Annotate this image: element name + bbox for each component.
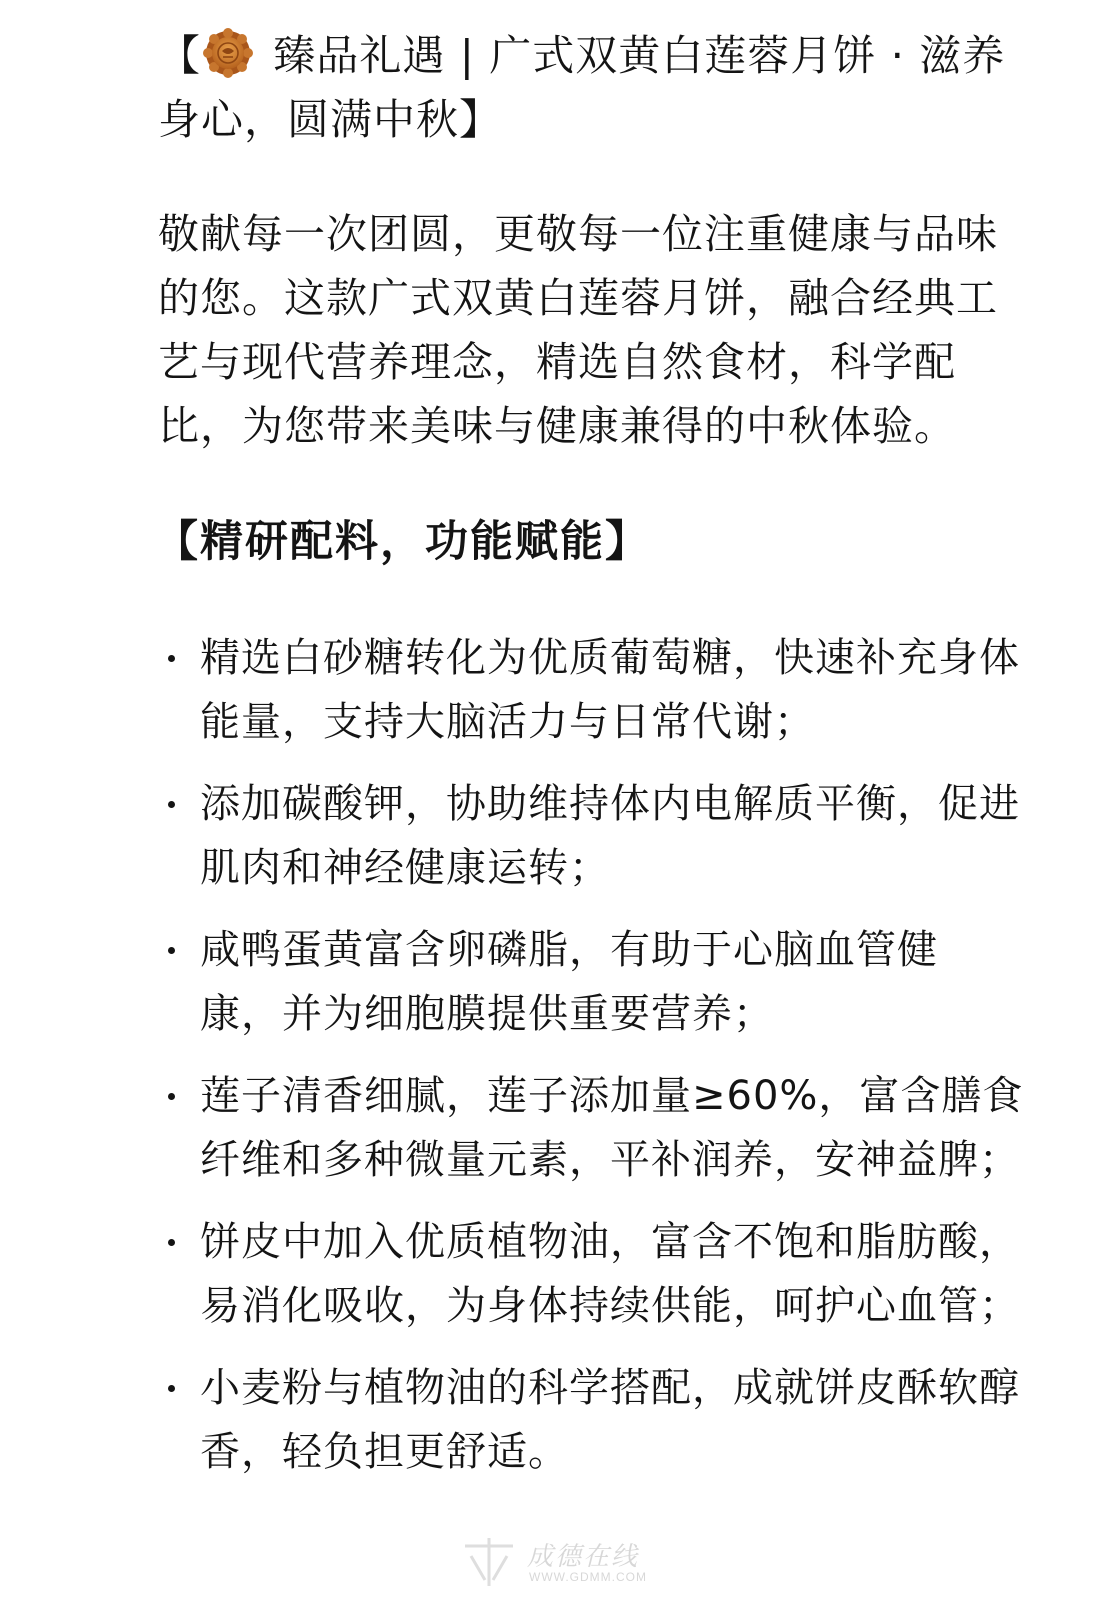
watermark-url: WWW.GDMM.COM	[529, 1570, 647, 1584]
watermark	[455, 1528, 655, 1598]
post-title	[158, 24, 1038, 152]
list-item-text: 莲子清香细腻，莲子添加量≥60%，富含膳食纤维和多种微量元素，平补润养，安神益脾；	[200, 1073, 1024, 1183]
list-item	[160, 1356, 1060, 1484]
list-item-text: 咸鸭蛋黄富含卵磷脂，有助于心脑血管健康，并为细胞膜提供重要营养；	[200, 927, 938, 1037]
watermark-text: 成德在线	[527, 1541, 640, 1571]
bullet-dot-icon	[168, 801, 175, 808]
bullet-dot-icon	[168, 655, 175, 662]
list-item	[160, 772, 1060, 900]
list-item	[160, 918, 1060, 1046]
bullet-dot-icon	[168, 1239, 175, 1246]
list-item-text: 精选白砂糖转化为优质葡萄糖，快速补充身体能量，支持大脑活力与日常代谢；	[200, 635, 1020, 745]
list-item	[160, 1064, 1060, 1192]
list-item-text: 饼皮中加入优质植物油，富含不饱和脂肪酸，易消化吸收，为身体持续供能，呵护心血管；	[200, 1219, 1020, 1329]
title-text: 臻品礼遇 | 广式双黄白莲蓉月饼 · 滋养身心，圆满中秋】	[158, 31, 1006, 144]
watermark-logo-icon	[459, 1532, 519, 1592]
bullet-dot-icon	[168, 947, 175, 954]
section-heading: 【精研配料，功能赋能】	[155, 517, 650, 567]
title-bracket: 【	[158, 31, 202, 80]
bullet-dot-icon	[168, 1385, 175, 1392]
list-item-text: 小麦粉与植物油的科学搭配，成就饼皮酥软醇香，轻负担更舒适。	[200, 1365, 1020, 1475]
list-item	[160, 1210, 1060, 1338]
bullet-dot-icon	[168, 1093, 175, 1100]
list-item-text: 添加碳酸钾，协助维持体内电解质平衡，促进肌肉和神经健康运转；	[200, 781, 1020, 891]
ingredient-list	[160, 626, 1060, 1502]
list-item	[160, 626, 1060, 754]
mooncake-icon	[203, 28, 253, 78]
intro-paragraph: 敬献每一次团圆，更敬每一位注重健康与品味的您。这款广式双黄白莲蓉月饼，融合经典工艺与现代营养理念，精选自然食材，科学配比，为您带来美味与健康兼得的中秋体验。	[158, 210, 998, 450]
